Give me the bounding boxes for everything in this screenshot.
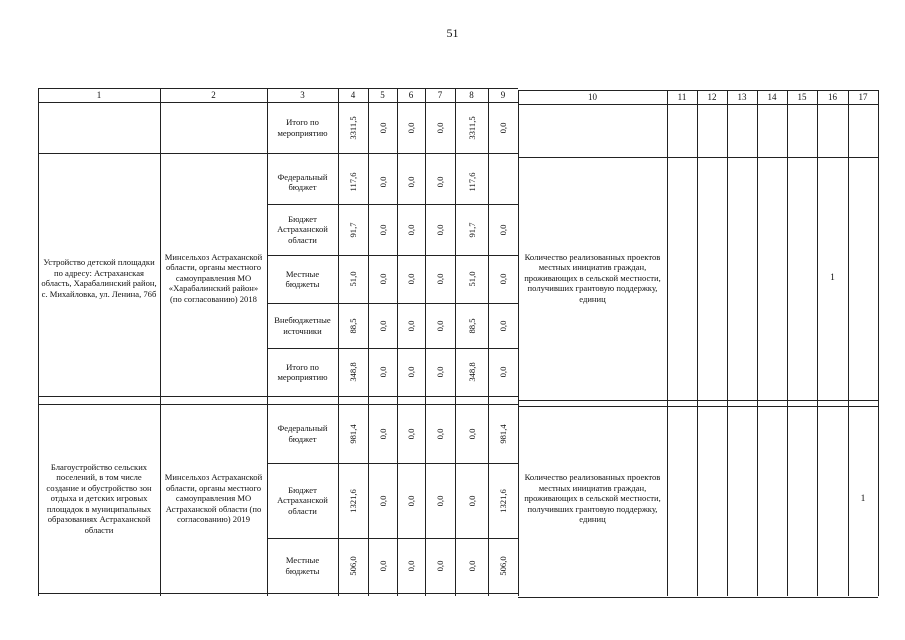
row-rule: [38, 593, 518, 594]
funding-value: 0,0: [406, 320, 416, 331]
funding-value: 3311,5: [348, 115, 358, 140]
column-rule: [667, 90, 668, 596]
column-header-6: 6: [408, 90, 414, 100]
column-rule: [787, 90, 788, 596]
funding-value: 0,0: [435, 366, 445, 378]
funding-value: 51,0: [348, 271, 358, 287]
funding-value: 0,0: [406, 176, 416, 188]
column-rule: [848, 90, 849, 596]
indicator-description: Количество реализованных проектов местных инициатив граждан, проживающих в сельской местности, получивших грантовую поддержку, единиц: [524, 472, 661, 525]
funding-value: 0,0: [435, 273, 445, 285]
column-rule: [697, 90, 698, 596]
funding-value: 91,7: [466, 221, 477, 238]
row-rule: [38, 153, 518, 154]
indicator-value: 1: [830, 273, 835, 283]
column-header-12: 12: [707, 92, 717, 102]
funding-value: 117,6: [466, 172, 477, 192]
indicator-description: Количество реализованных проектов местных инициатив граждан, проживающих в сельской местности, получивших грантовую поддержку, единиц: [524, 251, 661, 304]
funding-value: 0,0: [466, 495, 477, 506]
funding-value: 0,0: [377, 560, 388, 571]
responsible-executor: Минсельхоз Астраханской области, органы местного самоуправления МО «Харабалинский район» (по согласованию) 2018: [164, 251, 263, 304]
funding-value: 0,0: [377, 428, 388, 439]
funding-value: 0,0: [377, 122, 388, 133]
column-rule: [878, 90, 879, 596]
funding-value: 348,8: [348, 362, 358, 382]
funding-value: 0,0: [377, 176, 388, 188]
funding-source-label: Федеральный бюджет: [277, 423, 328, 444]
funding-value: 0,0: [377, 224, 388, 235]
funding-value: 88,5: [466, 317, 477, 334]
funding-value: 0,0: [406, 366, 416, 378]
funding-source-label: Местные бюджеты: [285, 268, 320, 289]
column-rule: [397, 88, 398, 596]
column-header-15: 15: [797, 92, 807, 102]
funding-value: 0,0: [435, 122, 445, 133]
funding-value: 0,0: [435, 428, 445, 439]
column-header-11: 11: [677, 92, 687, 102]
funding-value: 0,0: [498, 273, 508, 285]
column-header-2: 2: [211, 90, 216, 100]
funding-source-label: Внебюджетные источники: [274, 315, 331, 336]
funding-value: 0,0: [377, 366, 388, 378]
column-rule: [338, 88, 339, 596]
funding-value: 0,0: [435, 224, 445, 235]
funding-value: 91,7: [348, 221, 358, 238]
row-rule: [518, 157, 878, 158]
column-rule: [727, 90, 728, 596]
column-rule: [425, 88, 426, 596]
funding-value: 117,6: [348, 172, 358, 192]
funding-value: 0,0: [377, 495, 388, 506]
funding-value: 0,0: [435, 176, 445, 188]
funding-value: 0,0: [406, 495, 416, 506]
funding-source-label: Итого по мероприятию: [277, 117, 328, 138]
funding-source-label: Итого по мероприятию: [277, 361, 328, 382]
page-number: 51: [446, 26, 459, 40]
column-rule: [267, 88, 268, 596]
row-rule: [518, 597, 878, 598]
column-rule: [817, 90, 818, 596]
column-header-14: 14: [767, 92, 777, 102]
funding-source-label: Федеральный бюджет: [277, 171, 328, 192]
column-header-10: 10: [588, 92, 597, 102]
funding-value: 506,0: [348, 555, 358, 576]
funding-value: 0,0: [466, 428, 477, 439]
column-header-8: 8: [469, 90, 474, 100]
funding-value: 0,0: [406, 273, 416, 285]
responsible-executor: Минсельхоз Астраханской области, органы местного самоуправления МО Астраханской области (по согласованию) 2019: [164, 472, 263, 525]
column-rule: [455, 88, 456, 596]
activity-description: Устройство детской площадки по адресу: Астраханская область, Харабалинский район, с. Михайловка, ул. Ленина, 76б: [41, 257, 157, 299]
funding-value: 0,0: [498, 224, 508, 235]
funding-value: 51,0: [466, 271, 477, 287]
indicator-value: 1: [860, 493, 866, 504]
funding-source-label: Местные бюджеты: [285, 555, 320, 576]
column-header-13: 13: [737, 92, 747, 102]
funding-value: 506,0: [498, 555, 508, 576]
column-header-3: 3: [300, 90, 305, 100]
funding-value: 981,4: [498, 423, 508, 444]
funding-value: 0,0: [377, 320, 388, 331]
funding-value: 0,0: [498, 366, 508, 378]
funding-value: 0,0: [406, 428, 416, 439]
funding-value: 0,0: [377, 273, 388, 285]
funding-value: 348,8: [466, 362, 477, 382]
row-rule: [38, 396, 518, 397]
column-rule: [160, 88, 161, 596]
column-rule: [368, 88, 369, 596]
column-header-17: 17: [858, 92, 868, 102]
funding-value: 981,4: [348, 423, 358, 444]
column-rule: [757, 90, 758, 596]
column-header-1: 1: [96, 90, 102, 100]
column-rule: [518, 90, 519, 596]
column-header-16: 16: [828, 92, 837, 102]
funding-source-label: Бюджет Астраханской области: [277, 484, 328, 516]
row-rule: [518, 400, 878, 401]
funding-value: 0,0: [498, 320, 508, 331]
row-rule: [518, 104, 878, 105]
column-rule: [38, 88, 39, 596]
activity-description: Благоустройство сельских поселений, в том числе создание и обустройство зон отдыха и детских игровых площадок в муниципальных образованиях Астраханской области: [46, 461, 152, 535]
funding-value: 0,0: [406, 122, 416, 133]
funding-source-label: Бюджет Астраханской области: [277, 213, 328, 245]
funding-value: 1321,6: [498, 488, 508, 513]
funding-value: 0,0: [406, 560, 416, 571]
column-header-5: 5: [380, 90, 385, 100]
funding-value: 0,0: [406, 224, 416, 235]
funding-value: 0,0: [498, 122, 508, 133]
column-header-4: 4: [350, 90, 356, 100]
column-rule: [488, 88, 489, 596]
funding-value: 3311,5: [466, 115, 477, 140]
column-header-7: 7: [437, 90, 443, 100]
funding-value: 0,0: [435, 320, 445, 331]
funding-value: 1321,6: [348, 488, 358, 513]
funding-value: 0,0: [466, 560, 477, 571]
funding-value: 88,5: [348, 317, 358, 334]
funding-value: 0,0: [435, 495, 445, 506]
column-header-9: 9: [500, 90, 506, 100]
funding-value: 0,0: [435, 560, 445, 571]
